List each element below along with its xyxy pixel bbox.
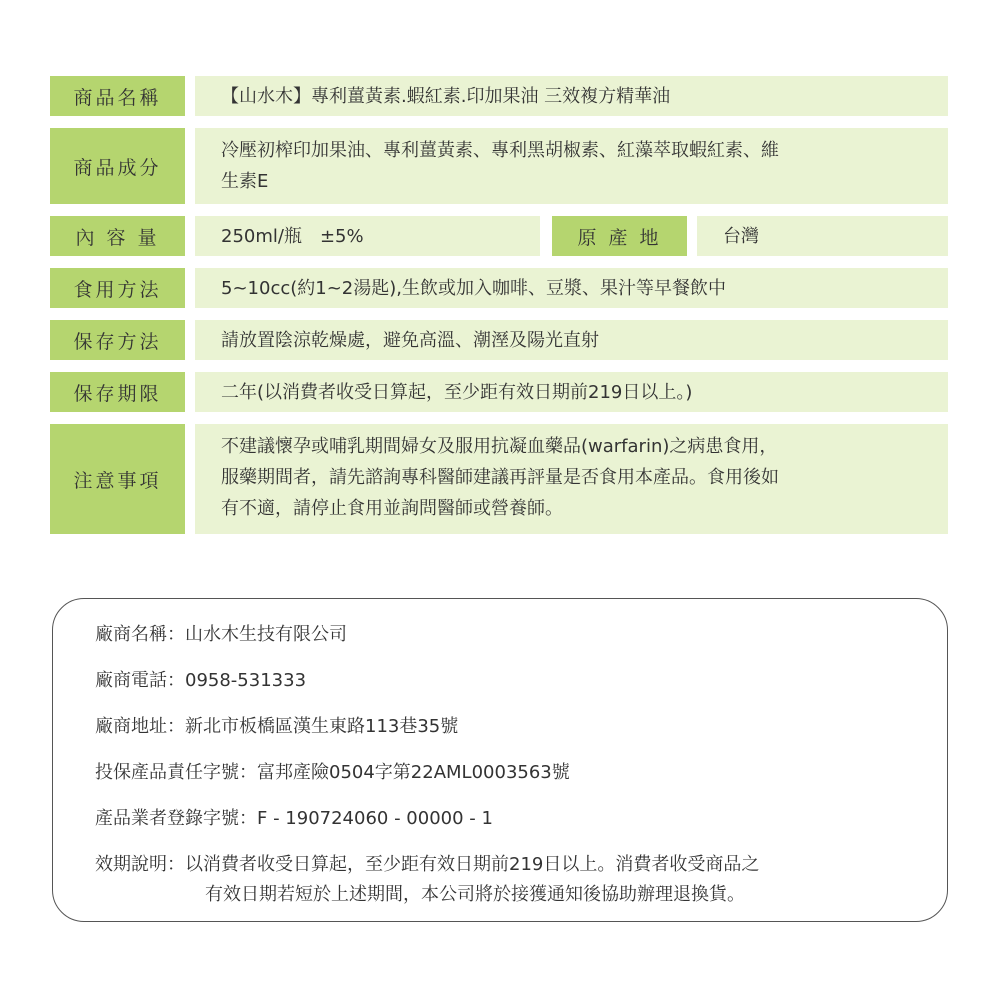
notes-line-2: 服藥期間者，請先諮詢專科醫師建議再評量是否食用本產品。食用後如: [221, 467, 779, 488]
value-storage: 請放置陰涼乾燥處，避免高溫、潮溼及陽光直射: [195, 320, 948, 360]
value-origin: 台灣: [697, 216, 948, 256]
label-notes: 注意事項: [50, 424, 185, 534]
label-content: 內 容 量: [50, 216, 185, 256]
expiry-description-line-1: 效期說明：以消費者收受日算起，至少距有效日期前219日以上。消費者收受商品之: [95, 854, 760, 875]
manufacturer-phone: 廠商電話：0958-531333: [95, 670, 307, 691]
value-content: 250ml/瓶 ±5%: [195, 216, 540, 256]
insurance-number: 投保產品責任字號：富邦產險0504字第22AML0003563號: [95, 762, 570, 783]
label-ingredients: 商品成分: [50, 128, 185, 204]
manufacturer-name: 廠商名稱：山水木生技有限公司: [95, 624, 347, 645]
label-usage: 食用方法: [50, 268, 185, 308]
ingredients-line-2: 生素E: [221, 171, 269, 192]
label-storage: 保存方法: [50, 320, 185, 360]
value-notes: [195, 424, 948, 534]
expiry-description-line-2: 有效日期若短於上述期間，本公司將於接獲通知後協助辦理退換貨。: [205, 884, 745, 905]
label-shelf-life: 保存期限: [50, 372, 185, 412]
label-product-name: 商品名稱: [50, 76, 185, 116]
value-product-name: 【山水木】專利薑黃素.蝦紅素.印加果油 三效複方精華油: [195, 76, 948, 116]
manufacturer-address: 廠商地址：新北市板橋區漢生東路113巷35號: [95, 716, 459, 737]
registration-number: 產品業者登錄字號：F - 190724060 - 00000 - 1: [95, 808, 493, 829]
ingredients-line-1: 冷壓初榨印加果油、專利薑黃素、專利黑胡椒素、紅藻萃取蝦紅素、維: [221, 140, 779, 161]
value-shelf-life: 二年(以消費者收受日算起，至少距有效日期前219日以上。): [195, 372, 948, 412]
notes-line-3: 有不適，請停止食用並詢問醫師或營養師。: [221, 498, 563, 519]
label-origin: 原 產 地: [552, 216, 687, 256]
value-usage: 5~10cc(約1~2湯匙),生飲或加入咖啡、豆漿、果汁等早餐飲中: [195, 268, 948, 308]
notes-line-1: 不建議懷孕或哺乳期間婦女及服用抗凝血藥品(warfarin)之病患食用，: [221, 436, 778, 457]
value-ingredients: [195, 128, 948, 204]
